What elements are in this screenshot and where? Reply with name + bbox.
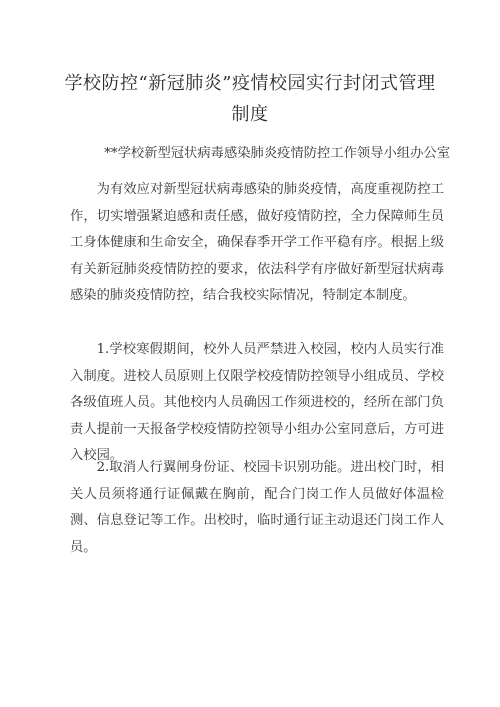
rule-1-paragraph: 1.学校寒假期间，校外人员严禁进入校园，校内人员实行准入制度。进校人员原则上仅限学校疫情防控领导小组成员、学校各级值班人员。其他校内人员确因工作须进校的，经所在部门负责人提前一天报备学校疫情防控领导小组办公室同意后，方可进入校园。: [70, 342, 444, 463]
intro-paragraph: 为有效应对新型冠状病毒感染的肺炎疫情，高度重视防控工作，切实增强紧迫感和责任感，做好疫情防控，全力保障师生员工身体健康和生命安全，确保春季开学工作平稳有序。根据上级有关新冠肺炎疫情防控的要求，依法科学有序做好新型冠状病毒感染的肺炎疫情防控，结合我校实际情况，特制定本制度。: [70, 182, 444, 303]
issuing-office: **学校新型冠状病毒感染肺炎疫情防控工作领导小组办公室: [104, 146, 450, 161]
document-title: 学校防控“新冠肺炎”疫情校园实行封闭式管理制度: [64, 73, 436, 125]
rule-2-paragraph: 2.取消人行翼闸身份证、校园卡识别功能。进出校门时，相关人员须将通行证佩戴在胸前，配合门岗工作人员做好体温检测、信息登记等工作。出校时，临时通行证主动退还门岗工作人员。: [70, 460, 444, 555]
